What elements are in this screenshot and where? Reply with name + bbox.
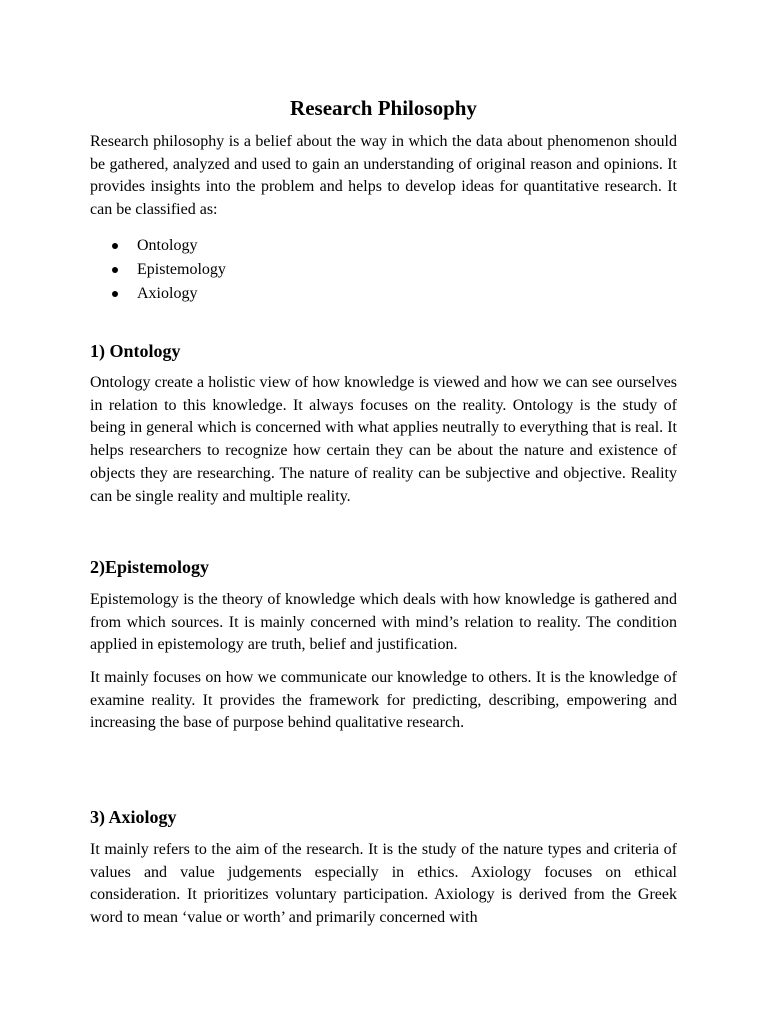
epistemology-paragraph-2: It mainly focuses on how we communicate our knowledge to others. It is the knowledge of examine reality. It provides the framework for predicting, describing, empowering and increasing the base of purpose behind qualitative research. [90,669,677,732]
ontology-paragraph: Ontology create a holistic view of how knowledge is viewed and how we can see ourselves in relation to this knowledge. It always focuses on the reality. Ontology is the study of being in general which is concerned with what applies neutrally to everything that is real. It helps researchers to recognize how certain they can be about the nature and existence of objects they are researching. The nature of reality can be subjective and objective. Reality can be single reality and multiple reality. [90,374,677,505]
list-item [112,258,226,282]
list-item-label: Ontology [137,237,198,254]
section-heading-ontology: 1) Ontology [90,341,181,361]
epistemology-paragraph-1: Epistemology is the theory of knowledge which deals with how knowledge is gathered and from which sources. It is mainly concerned with mind’s relation to reality. The condition applied in epistemology are truth, belief and justification. [90,591,677,654]
page-title: Research Philosophy [290,96,477,120]
axiology-paragraph: It mainly refers to the aim of the research. It is the study of the nature types and criteria of values and value judgements especially in ethics. Axiology focuses on ethical consideration. It prioritizes voluntary participation. Axiology is derived from the Greek word to mean ‘value or worth’ and primarily concerned with [90,841,677,927]
bullet-icon [112,243,118,249]
list-item [112,282,226,306]
list-item-label: Axiology [137,285,198,302]
section-heading-axiology: 3) Axiology [90,807,177,827]
list-item-label: Epistemology [137,261,226,278]
intro-paragraph: Research philosophy is a belief about the way in which the data about phenomenon should be gathered, analyzed and used to gain an understanding of original reason and opinions. It provides insights into the problem and helps to develop ideas for quantitative research. It can be classified as: [90,133,677,219]
section-heading-epistemology: 2)Epistemology [90,557,209,577]
bullet-icon [112,291,118,297]
bullet-icon [112,267,118,273]
list-item [112,234,226,258]
classification-list [112,234,226,306]
